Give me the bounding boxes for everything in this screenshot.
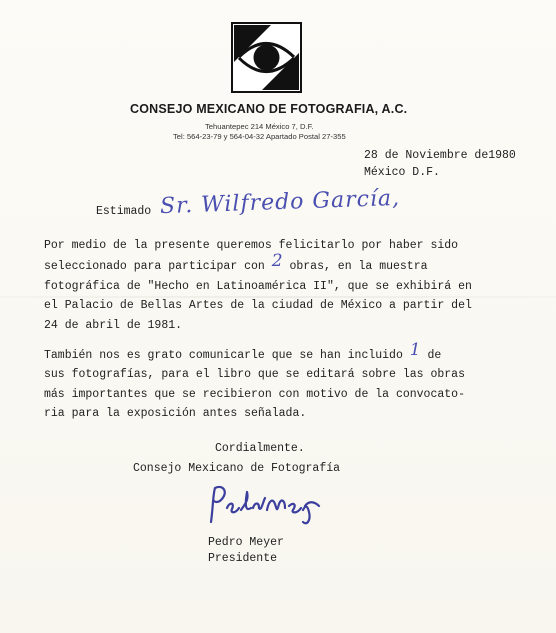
letterhead-organization: CONSEJO MEXICANO DE FOTOGRAFIA, A.C. [130, 102, 408, 116]
paragraph-line: seleccionado para participar con 2 obras, en la muestra [44, 251, 428, 274]
closing-organization: Consejo Mexicano de Fotografía [133, 462, 341, 475]
letter-date: 28 de Noviembre de1980 [364, 149, 516, 162]
paragraph-line: También nos es grato comunicarle que se han incluido 1 de [44, 340, 442, 362]
letter-place: México D.F. [364, 166, 440, 179]
paragraph-line: fotográfica de "Hecho en Latinoamérica II", que se exhibirá en [44, 279, 472, 293]
paragraph-selection [44, 236, 514, 335]
consejo-logo-icon [231, 22, 302, 93]
paragraph-line: 24 de abril de 1981. [44, 318, 183, 332]
paragraph-line: ria para la exposición antes señalada. [44, 407, 307, 421]
paragraph-line: Por medio de la presente queremos felicitarlo por haber sido [44, 239, 459, 252]
paragraph-line: más importantes que se recibieron con motivo de la convocato- [44, 387, 465, 401]
handwritten-signature [205, 482, 325, 528]
greeting-label: Estimado [96, 205, 152, 218]
paragraph-book [44, 340, 514, 424]
closing-salutation: Cordialmente. [215, 442, 305, 455]
letterhead-address: Tehuantepec 214 México 7, D.F. [205, 122, 314, 131]
handwritten-works-count: 2 [271, 251, 283, 272]
letterhead-contact: Tel: 564-23-79 y 564-04-32 Apartado Postal 27-355 [173, 132, 346, 141]
signer-name: Pedro Meyer [208, 536, 284, 549]
handwritten-recipient-name: Sr. Wilfredo García, [159, 185, 401, 220]
paragraph-line: sus fotografías, para el libro que se editará sobre las obras [44, 368, 465, 382]
handwritten-photos-count: 1 [409, 340, 421, 360]
paragraph-line: el Palacio de Bellas Artes de la ciudad de México a partir del [44, 299, 472, 313]
signer-title: Presidente [208, 552, 278, 565]
